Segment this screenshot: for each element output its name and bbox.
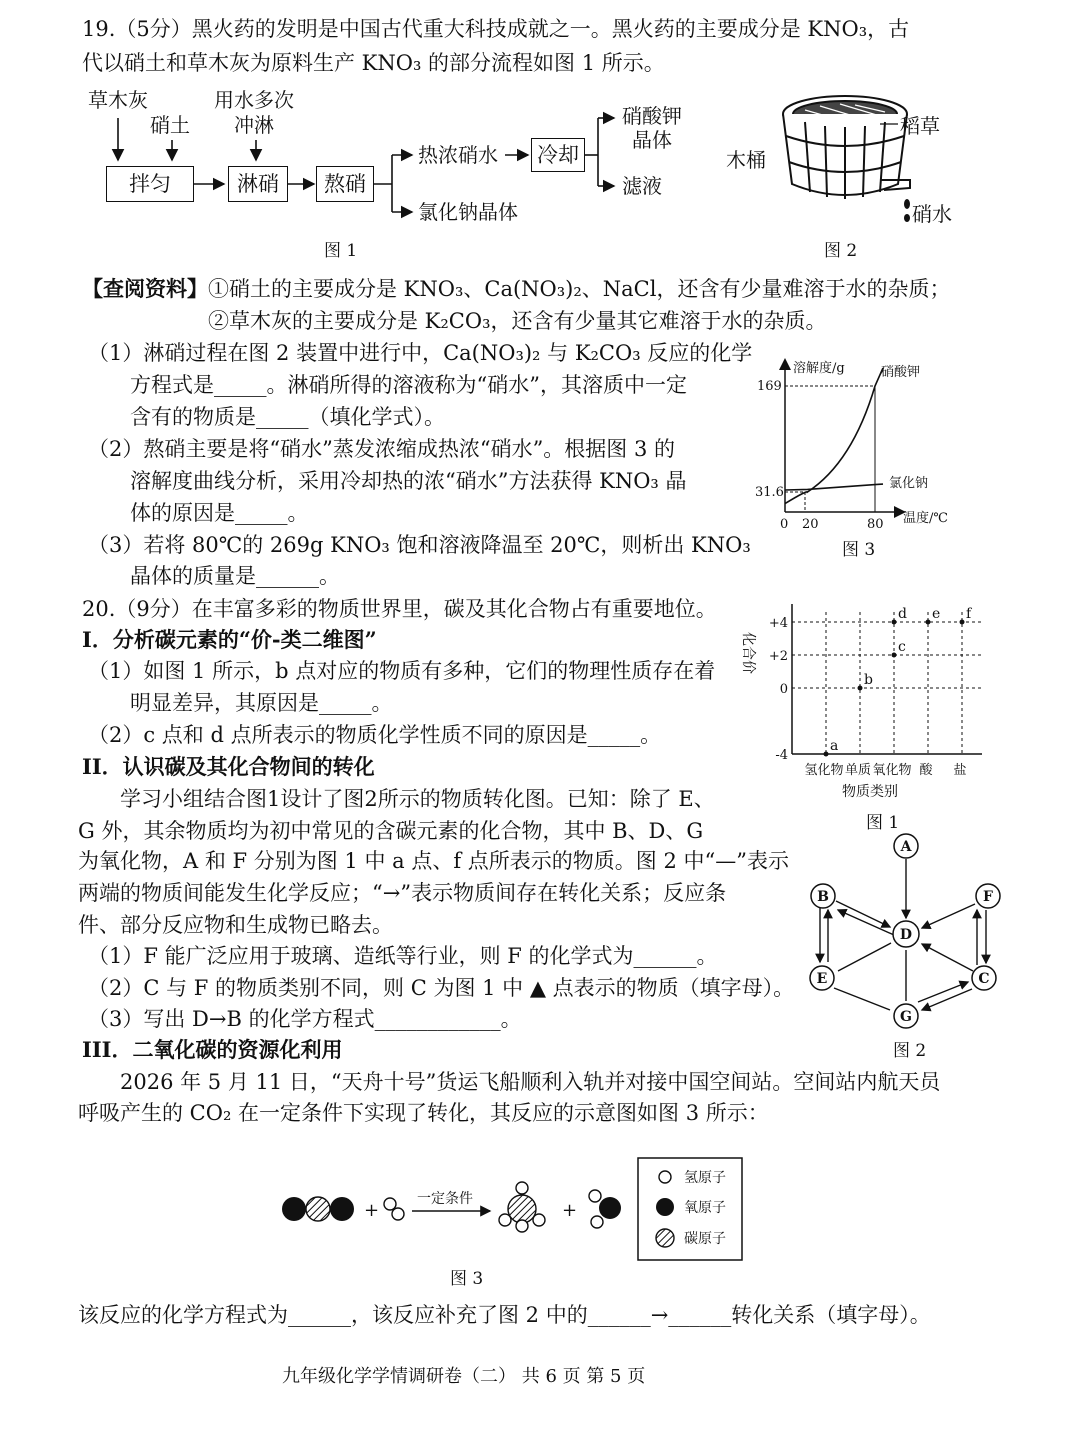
- barrel-label-bucket: 木桶: [726, 148, 766, 172]
- net-node-c: [972, 966, 996, 990]
- q19-part2-line1: （2）熬硝主要是将“硝水”蒸发浓缩成热浓“硝水”。根据图 3 的: [88, 437, 676, 461]
- svg-text:D: D: [899, 927, 913, 943]
- atom-legend: [638, 1158, 742, 1260]
- net-node-a: [894, 834, 918, 858]
- q19-part2-line2: 溶解度曲线分析，采用冷却热的浓“硝水”方法获得 KNO₃ 晶: [130, 469, 687, 493]
- conversion-network: [790, 826, 1020, 1056]
- net-node-g: [894, 1004, 918, 1028]
- sol-xlabel: 温度/℃: [903, 511, 948, 526]
- q20-s2-q1: （1）F 能广泛应用于玻璃、造纸等行业，则 F 的化学式为______。: [88, 944, 718, 968]
- net-edge-d-b: [838, 910, 894, 935]
- product-h2o: [589, 1190, 621, 1228]
- q20-section3-title: III．二氧化碳的资源化利用: [82, 1037, 343, 1062]
- val-point-d: [892, 620, 897, 625]
- val-ylabel-1: 化合价: [740, 632, 756, 674]
- solubility-chart: [745, 350, 975, 560]
- net-node-d: [893, 921, 919, 947]
- flow-input-water-2: 冲淋: [234, 113, 274, 137]
- sol-xtick-20: 20: [802, 517, 819, 532]
- q20-intro: 20.（9分）在丰富多彩的物质世界里，碳及其化合物占有重要地位。: [82, 597, 717, 621]
- val-point-c: [892, 653, 897, 658]
- val-ytick-1: +2: [768, 649, 788, 664]
- q20-section2-title: II．认识碳及其化合物间的转化: [82, 754, 375, 779]
- q20-s1-q1-line1: （1）如图 1 所示，b 点对应的物质有多种，它们的物理性质存在着: [88, 659, 716, 683]
- flow-input-water-1: 用水多次: [214, 88, 294, 112]
- flow-input-soil: 硝土: [150, 113, 190, 137]
- valence-class-chart: [740, 598, 990, 803]
- sol-series-kno3-line: [785, 368, 883, 504]
- val-category-0: 氢化物: [804, 763, 844, 778]
- sol-ytick-31-6: 31.6: [755, 485, 784, 500]
- svg-text:B: B: [817, 889, 829, 905]
- flow-output-crystal-2: 晶体: [632, 128, 672, 152]
- q20-s2-text-1: 学习小组结合图1设计了图2所示的物质转化图。已知：除了 E、: [120, 787, 715, 811]
- flow-caption: 图 1: [324, 241, 358, 261]
- val-ytick-3: -4: [775, 748, 788, 763]
- net-edge-f-d: [922, 904, 975, 928]
- q19-part1-line3: 含有的物质是_____（填化学式）。: [130, 405, 445, 429]
- legend-oxygen: 氧原子: [684, 1200, 726, 1216]
- q19-intro-line1: 19.（5分）黑火药的发明是中国古代重大科技成就之一。黑火药的主要成分是 KNO₃，古: [82, 17, 910, 41]
- val-category-4: 盐: [953, 763, 967, 778]
- sol-series-nacl-label: 氯化钠: [889, 476, 929, 491]
- q20-s1-q1-line2: 明显差异，其原因是_____。: [130, 691, 393, 715]
- reaction-condition: 一定条件: [417, 1191, 473, 1207]
- q20-s2-text-2: G 外，其余物质均为初中常见的含碳元素的化合物，其中 B、D、G: [78, 819, 704, 843]
- flow-output-crystal-1: 硝酸钾: [622, 104, 682, 128]
- q19-part1-line2: 方程式是_____。淋硝所得的溶液称为“硝水”，其溶质中一定: [130, 373, 687, 397]
- q19-part3-line2: 晶体的质量是______。: [130, 564, 340, 588]
- svg-text:A: A: [900, 839, 912, 855]
- sol-ylabel: 溶解度/g: [793, 361, 845, 376]
- reaction-diagram: [270, 1150, 770, 1270]
- val-point-e: [926, 620, 931, 625]
- reaction-caption: 图 3: [450, 1269, 484, 1289]
- q20-s2-text-3: 为氧化物，A 和 F 分别为图 1 中 a 点、f 点所表示的物质。图 2 中“—”表示: [78, 849, 789, 873]
- flow-step-mix: 拌匀: [106, 166, 194, 202]
- val-category-2: 氧化物: [872, 763, 912, 778]
- q19-intro-line2: 代以硝土和草木灰为原料生产 KNO₃ 的部分流程如图 1 所示。: [82, 51, 665, 75]
- q19-part1-line1: （1）淋硝过程在图 2 装置中进行中，Ca(NO₃)₂ 与 K₂CO₃ 反应的化学: [88, 341, 753, 365]
- val-point-b: [858, 686, 863, 691]
- net-edge-c-g: [922, 989, 972, 1010]
- flow-output-hot-solution: 热浓硝水: [418, 143, 498, 167]
- net-edge-e-g: [834, 988, 890, 1010]
- val-point-f: [960, 620, 965, 625]
- flow-step-cool: 冷却: [531, 138, 585, 172]
- net-node-b: [811, 884, 835, 908]
- val-category-1: 单质: [844, 763, 872, 778]
- svg-text:G: G: [900, 1009, 912, 1025]
- q20-s3-last-line: 该反应的化学方程式为______，该反应补充了图 2 中的______→______转化关系（填字母）。: [78, 1303, 931, 1327]
- flow-step-boil: 熬硝: [316, 166, 374, 202]
- flow-input-ash: 草木灰: [88, 88, 148, 112]
- flow-output-filtrate: 滤液: [622, 174, 662, 198]
- q19-part2-line3: 体的原因是_____。: [130, 501, 309, 525]
- sol-series-kno3-label: 硝酸钾: [881, 365, 921, 380]
- sol-xtick-0: 0: [780, 517, 789, 532]
- legend-carbon: 碳原子: [684, 1231, 726, 1247]
- val-point-a: [824, 752, 829, 757]
- q19-part3-line1: （3）若将 80℃的 269g KNO₃ 饱和溶液降温至 20℃，则析出 KNO₃: [88, 533, 751, 557]
- q20-s3-text-1: 2026 年 5 月 11 日，“天舟十号”货运飞船顺利入轨并对接中国空间站。空间站内航天员: [120, 1070, 941, 1094]
- net-edge-c-d: [922, 944, 973, 971]
- legend-hydrogen: 氢原子: [684, 1170, 726, 1186]
- svg-text:+: +: [364, 1200, 380, 1221]
- svg-text:E: E: [816, 971, 828, 987]
- net-node-f: [976, 884, 1000, 908]
- barrel-label-straw: 稻草: [900, 114, 940, 138]
- svg-text:+: +: [562, 1200, 578, 1221]
- val-point-label-a: a: [830, 738, 839, 754]
- val-point-label-f: f: [966, 606, 972, 622]
- net-edge-e-d: [838, 943, 891, 971]
- val-point-label-c: c: [898, 639, 906, 655]
- val-ytick-2: 0: [779, 682, 788, 697]
- val-category-3: 酸: [919, 763, 933, 778]
- net-edge-g-c: [918, 982, 968, 1002]
- val-ytick-0: +4: [768, 616, 788, 631]
- reference-item-1: ①硝土的主要成分是 KNO₃、Ca(NO₃)₂、NaCl，还含有少量难溶于水的杂质；: [208, 277, 951, 301]
- barrel-caption: 图 2: [824, 241, 858, 261]
- val-point-label-d: d: [898, 606, 907, 622]
- svg-text:C: C: [978, 971, 990, 987]
- product-ch4: [499, 1182, 545, 1232]
- q20-section1-title: I．分析碳元素的“价-类二维图”: [82, 627, 377, 652]
- q20-s2-q2: （2）C 与 F 的物质类别不同，则 C 为图 1 中 ▲ 点表示的物质（填字母）。: [88, 976, 795, 1000]
- reactant-co2: [282, 1197, 354, 1221]
- reference-title: 【查阅资料】: [82, 276, 208, 301]
- q20-s2-text-4: 两端的物质间能发生化学反应；“→”表示物质间存在转化关系；反应条: [78, 881, 727, 905]
- network-caption: 图 2: [893, 1041, 927, 1061]
- q20-s3-text-2: 呼吸产生的 CO₂ 在一定条件下实现了转化，其反应的示意图如图 3 所示：: [78, 1101, 769, 1125]
- q20-s1-q2: （2）c 点和 d 点所表示的物质化学性质不同的原因是_____。: [88, 723, 662, 747]
- flow-arrows: [0, 0, 720, 260]
- net-node-e: [810, 966, 834, 990]
- val-point-label-b: b: [864, 672, 873, 688]
- val-xlabel: 物质类别: [842, 784, 898, 800]
- page-footer: 九年级化学学情调研卷（二） 共 6 页 第 5 页: [282, 1366, 646, 1387]
- sol-xtick-80: 80: [867, 517, 884, 532]
- sol-series-nacl-line: [785, 484, 883, 490]
- barrel-label-water: 硝水: [912, 202, 952, 226]
- flow-output-nacl: 氯化钠晶体: [418, 200, 518, 224]
- sol-ytick-169: 169: [757, 379, 782, 394]
- valence-caption: 图 1: [866, 813, 900, 833]
- flow-step-leach: 淋硝: [228, 166, 288, 202]
- net-edge-b-d: [836, 901, 890, 927]
- reference-item-2: ②草木灰的主要成分是 K₂CO₃，还含有少量其它难溶于水的杂质。: [208, 309, 827, 333]
- val-point-label-e: e: [932, 606, 941, 622]
- q20-s2-q3: （3）写出 D→B 的化学方程式____________。: [88, 1007, 522, 1031]
- solubility-caption: 图 3: [842, 540, 876, 560]
- q20-s2-text-5: 件、部分反应物和生成物已略去。: [78, 913, 393, 937]
- reactant-h2: [384, 1198, 404, 1220]
- svg-text:F: F: [983, 889, 993, 905]
